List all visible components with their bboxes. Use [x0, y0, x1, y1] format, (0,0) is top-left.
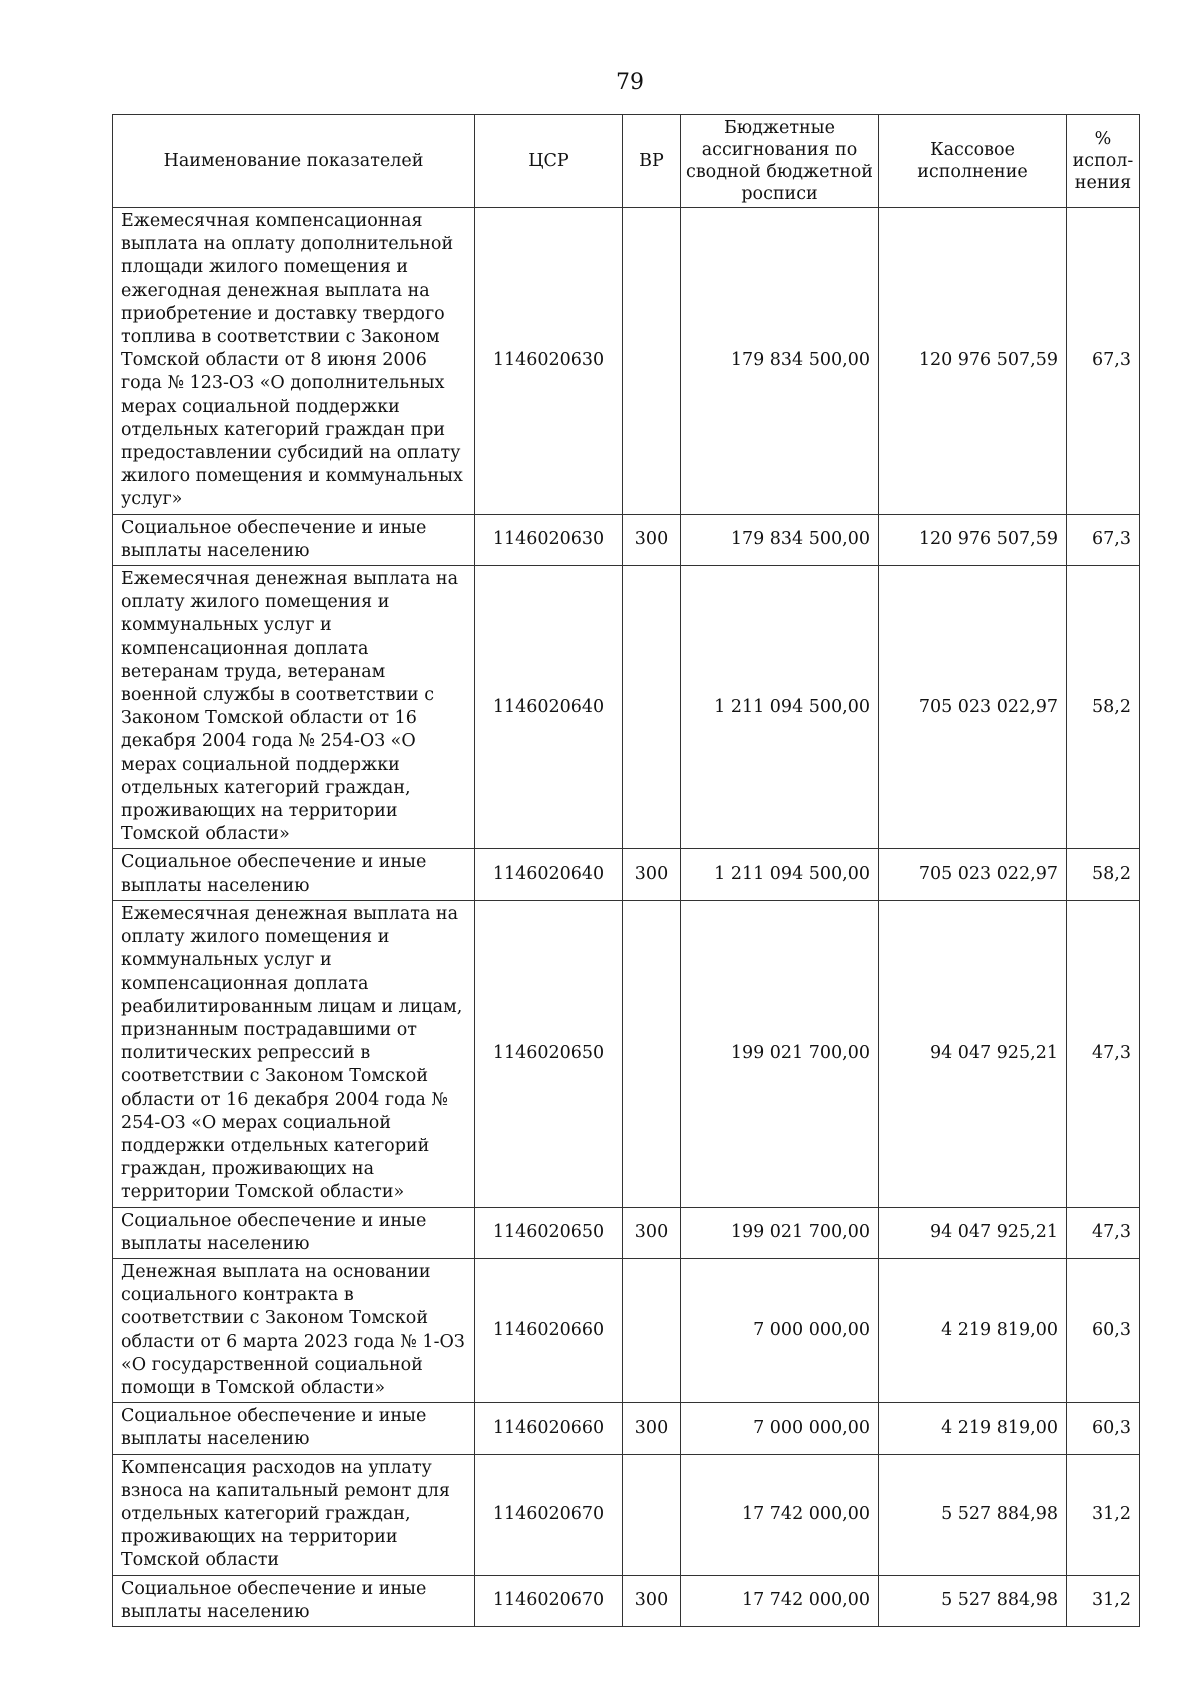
table-row — [113, 208, 1140, 515]
page-number: 79 — [616, 70, 644, 95]
row-name: Денежная выплата на основании социального контракта в соответствии с Законом Томской области от 6 марта 2023 года № 1-ОЗ «О государственной социальной помощи в Томской области» — [113, 1258, 475, 1402]
row-csr: 1146020640 — [475, 849, 623, 900]
header-name: Наименование показателей — [113, 115, 475, 208]
row-vr — [623, 208, 681, 515]
row-csr: 1146020670 — [475, 1454, 623, 1575]
row-percent: 67,3 — [1067, 208, 1140, 515]
row-budget: 179 834 500,00 — [681, 208, 879, 515]
row-csr: 1146020660 — [475, 1258, 623, 1402]
header-cash: Кассовое исполнение — [879, 115, 1067, 208]
row-name: Компенсация расходов на уплату взноса на капитальный ремонт для отдельных категорий граждан, проживающих на территории Томской области — [113, 1454, 475, 1575]
row-cash: 705 023 022,97 — [879, 566, 1067, 849]
header-percent: % испол-нения — [1067, 115, 1140, 208]
row-name: Социальное обеспечение и иные выплаты населению — [113, 849, 475, 900]
header-vr: ВР — [623, 115, 681, 208]
row-budget: 17 742 000,00 — [681, 1575, 879, 1626]
row-cash: 705 023 022,97 — [879, 849, 1067, 900]
row-cash: 4 219 819,00 — [879, 1403, 1067, 1454]
row-csr: 1146020640 — [475, 566, 623, 849]
row-percent: 58,2 — [1067, 849, 1140, 900]
table-row — [113, 1258, 1140, 1402]
row-budget: 199 021 700,00 — [681, 1207, 879, 1258]
row-cash: 5 527 884,98 — [879, 1575, 1067, 1626]
row-vr — [623, 900, 681, 1207]
row-percent: 67,3 — [1067, 514, 1140, 565]
row-cash: 94 047 925,21 — [879, 900, 1067, 1207]
row-percent: 31,2 — [1067, 1454, 1140, 1575]
row-vr — [623, 566, 681, 849]
row-cash: 4 219 819,00 — [879, 1258, 1067, 1402]
row-percent: 58,2 — [1067, 566, 1140, 849]
header-budget: Бюджетные ассигнования по сводной бюджетной росписи — [681, 115, 879, 208]
table-row — [113, 1207, 1140, 1258]
row-name: Социальное обеспечение и иные выплаты населению — [113, 1403, 475, 1454]
row-cash: 120 976 507,59 — [879, 514, 1067, 565]
row-budget: 7 000 000,00 — [681, 1258, 879, 1402]
row-percent: 60,3 — [1067, 1403, 1140, 1454]
table-row — [113, 514, 1140, 565]
row-vr: 300 — [623, 1403, 681, 1454]
row-vr: 300 — [623, 1575, 681, 1626]
row-percent: 47,3 — [1067, 900, 1140, 1207]
row-vr — [623, 1258, 681, 1402]
table-row — [113, 1454, 1140, 1575]
table-row — [113, 849, 1140, 900]
row-cash: 120 976 507,59 — [879, 208, 1067, 515]
row-name: Ежемесячная денежная выплата на оплату жилого помещения и коммунальных услуг и компенсационная доплата реабилитированным лицам и лицам, признанным пострадавшими от политических репрессий в соответствии с Законом Томской области от 16 декабря 2004 года № 254-ОЗ «О мерах социальной поддержки отдельных категорий граждан, проживающих на территории Томской области» — [113, 900, 475, 1207]
row-csr: 1146020650 — [475, 1207, 623, 1258]
row-vr — [623, 1454, 681, 1575]
row-budget: 7 000 000,00 — [681, 1403, 879, 1454]
budget-execution-table — [112, 114, 1140, 1627]
row-percent: 60,3 — [1067, 1258, 1140, 1402]
row-vr: 300 — [623, 849, 681, 900]
table-row — [113, 566, 1140, 849]
row-name: Социальное обеспечение и иные выплаты населению — [113, 514, 475, 565]
row-cash: 5 527 884,98 — [879, 1454, 1067, 1575]
row-name: Ежемесячная денежная выплата на оплату жилого помещения и коммунальных услуг и компенсационная доплата ветеранам труда, ветеранам военной службы в соответствии с Законом Томской области от 16 декабря 2004 года № 254-ОЗ «О мерах социальной поддержки отдельных категорий граждан, проживающих на территории Томской области» — [113, 566, 475, 849]
row-budget: 199 021 700,00 — [681, 900, 879, 1207]
row-csr: 1146020670 — [475, 1575, 623, 1626]
row-percent: 47,3 — [1067, 1207, 1140, 1258]
row-csr: 1146020650 — [475, 900, 623, 1207]
row-csr: 1146020660 — [475, 1403, 623, 1454]
row-name: Социальное обеспечение и иные выплаты населению — [113, 1575, 475, 1626]
table-row — [113, 1403, 1140, 1454]
row-name: Ежемесячная компенсационная выплата на оплату дополнительной площади жилого помещения и ежегодная денежная выплата на приобретение и доставку твердого топлива в соответствии с Законом Томской области от 8 июня 2006 года № 123-ОЗ «О дополнительных мерах социальной поддержки отдельных категорий граждан при предоставлении субсидий на оплату жилого помещения и коммунальных услуг» — [113, 208, 475, 515]
row-percent: 31,2 — [1067, 1575, 1140, 1626]
row-vr: 300 — [623, 514, 681, 565]
row-budget: 1 211 094 500,00 — [681, 566, 879, 849]
header-csr: ЦСР — [475, 115, 623, 208]
table-row — [113, 900, 1140, 1207]
row-csr: 1146020630 — [475, 208, 623, 515]
row-budget: 179 834 500,00 — [681, 514, 879, 565]
row-budget: 17 742 000,00 — [681, 1454, 879, 1575]
row-cash: 94 047 925,21 — [879, 1207, 1067, 1258]
table-header-row — [113, 115, 1140, 208]
row-budget: 1 211 094 500,00 — [681, 849, 879, 900]
row-csr: 1146020630 — [475, 514, 623, 565]
row-vr: 300 — [623, 1207, 681, 1258]
row-name: Социальное обеспечение и иные выплаты населению — [113, 1207, 475, 1258]
table-row — [113, 1575, 1140, 1626]
